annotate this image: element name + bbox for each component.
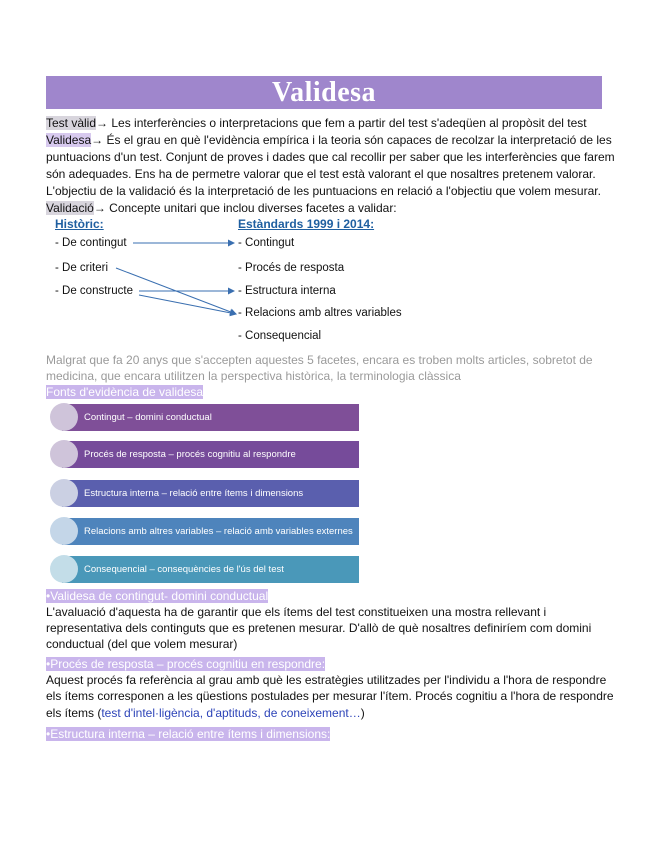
s1-line-1: L'avaluació d'aquesta ha de garantir que els ítems del test constitueixen una mostra rellevant i: [46, 605, 547, 619]
source-bullet-circle: [50, 479, 78, 507]
standards-header: Estàndards 1999 i 2014:: [238, 217, 375, 231]
s2-line-3: els ítems (test d'intel·ligència, d'aptituds, de coneixement…): [46, 706, 365, 720]
s2-line-2: els ítems corresponen a les qüestions postulades per mesurar l'ítem. Procés cognitiu a l'hora de respondre: [46, 689, 614, 703]
standard-item-contingut: - Contingut: [238, 237, 295, 249]
note-line-2: medicina, que encara utilitzen la perspectiva històrica, la terminologia clàssica: [46, 369, 461, 383]
historic-item-contingut: - De contingut: [55, 237, 127, 249]
intro-line-5: L'objectiu de la validació és la interpretació de les puntuacions en relació a l'objectiu que volem mesurar.: [46, 184, 601, 198]
intro-line-6: Validació→ Concepte unitari que inclou diverses facetes a validar:: [46, 201, 397, 215]
source-bar: Procés de resposta – procés cognitiu al respondre: [62, 441, 359, 468]
source-bullet-circle: [50, 555, 78, 583]
s1-line-3: conductual (del que volem mesurar): [46, 637, 238, 651]
intro-line-1: Test vàlid→ Les interferències o interpretacions que fem a partir del test s'adeqüen al propòsit del test: [46, 116, 587, 130]
source-bullet-circle: [50, 517, 78, 545]
intro-line-3: puntuacions d'un test. Conjunt de proves i dades que cal recollir per saber que les interferències que farem: [46, 150, 615, 164]
intro-line-4: són adequades. Ens ha de permetre valorar que el test està valorant el que nosaltres pretenem valorar.: [46, 167, 596, 181]
standard-item-consequencial: - Consequencial: [238, 330, 322, 342]
standard-item-estructura: - Estructura interna: [238, 285, 336, 297]
historic-item-constructe: - De constructe: [55, 285, 133, 297]
source-bar: Consequencial – consequències de l'ús del test: [62, 556, 359, 583]
source-bullet-circle: [50, 403, 78, 431]
source-bar: Contingut – domini conductual: [62, 404, 359, 431]
page-title: Validesa: [271, 77, 377, 108]
examples-link-text: test d'intel·ligència, d'aptituds, de coneixement…: [101, 706, 361, 720]
term-test-valid: Test vàlid: [46, 116, 97, 130]
source-bar: Relacions amb altres variables – relació amb variables externes: [62, 518, 359, 545]
section-estructura-heading: •Estructura interna – relació entre ítems i dimensions:: [46, 727, 331, 741]
term-validesa: Validesa: [46, 133, 92, 147]
note-line-1: Malgrat que fa 20 anys que s'accepten aquestes 5 facetes, encara es troben molts articles, sobretot de: [46, 353, 593, 367]
source-bullet-circle: [50, 440, 78, 468]
standard-item-proces: - Procés de resposta: [238, 262, 345, 274]
arrow-constructe-relacions: [139, 295, 236, 314]
section-proces-heading: •Procés de resposta – procés cognitiu en respondre:: [46, 657, 326, 671]
s1-line-2: representativa dels continguts que es pretenen mesurar. D'allò de què nosaltres definiríem com domini: [46, 621, 592, 635]
term-validacio: Validació: [46, 201, 94, 215]
historic-header: Històric:: [55, 217, 104, 231]
source-bar: Estructura interna – relació entre ítems i dimensions: [62, 480, 359, 507]
intro-line-2: Validesa→ És el grau en què l'evidència empírica i la teoria són capaces de recolzar la interpretació de les: [46, 133, 612, 147]
standard-item-relacions: - Relacions amb altres variables: [238, 307, 402, 319]
section-contingut-heading: •Validesa de contingut- domini conductual: [46, 589, 269, 603]
s2-line-1: Aquest procés fa referència al grau amb què les estratègies utilitzades per l'individu a l'hora de respondre: [46, 673, 607, 687]
historic-item-criteri: - De criteri: [55, 262, 109, 274]
fonts-heading: Fonts d'evidència de validesa: [46, 385, 204, 399]
